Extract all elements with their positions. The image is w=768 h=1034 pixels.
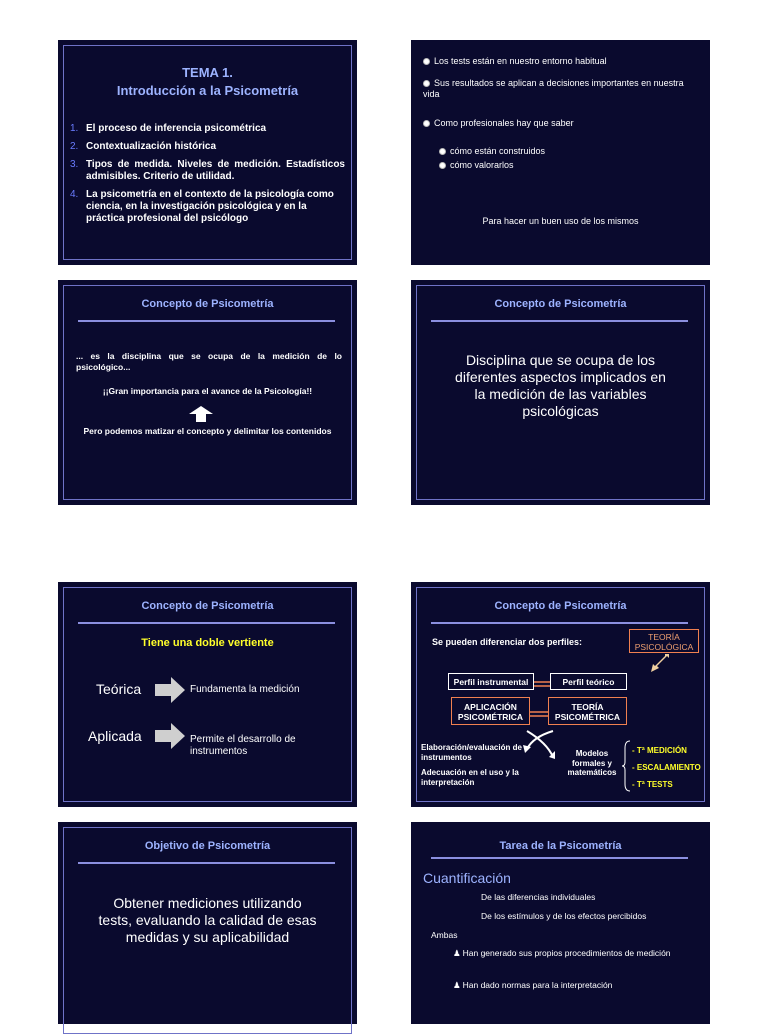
slide-title: Objetivo de Psicometría [144, 840, 271, 852]
title-rule [78, 862, 335, 864]
slide-3 [58, 280, 357, 505]
note-text: Pero podemos matizar el concepto y delimitar los contenidos [83, 426, 332, 436]
footer-text: Para hacer un buen uso de los mismos [482, 216, 639, 226]
slide-title: TEMA 1. Introducción a la Psicometría [116, 65, 299, 98]
perfil-instrumental-box: Perfil instrumental [448, 673, 534, 690]
heading: Cuantificación [423, 870, 511, 886]
slide-title: Concepto de Psicometría [494, 298, 627, 310]
topic-item: 2. Contextualización histórica [70, 141, 217, 152]
sub-item: ♟ Han dado normas para la interpretación [453, 980, 613, 990]
model-item: - ESCALAMIENTO [632, 763, 701, 772]
double-arrow-icon [534, 676, 550, 694]
topic-list [70, 123, 345, 225]
slide-title: Concepto de Psicometría [141, 298, 274, 310]
elaboracion-text: Elaboración/evaluación de instrumentos [421, 743, 522, 762]
line-text: De las diferencias individuales [481, 892, 596, 902]
title-rule [431, 320, 688, 322]
slide-5 [58, 582, 357, 807]
sub-item: ♟ Han generado sus propios procedimientos de medición [453, 948, 671, 958]
double-arrow-icon [530, 706, 548, 724]
sub-bullet-item: cómo valorarlos [439, 160, 514, 170]
right-arrow-icon [155, 677, 185, 708]
body-text: Disciplina que se ocupa de los diferentes aspectos implicados en la medición de las variables psicológicas [455, 352, 666, 419]
slide-2 [411, 40, 710, 265]
slide-title: Concepto de Psicometría [141, 600, 274, 612]
slide-4 [411, 280, 710, 505]
modelos-text: Modelos formales y matemáticos [567, 749, 617, 777]
title-rule [431, 857, 688, 859]
bullet-item: Los tests están en nuestro entorno habitual [423, 56, 607, 66]
ambas-text: Ambas [431, 930, 458, 940]
title-rule [78, 320, 335, 322]
topic-item: 3. Tipos de medida. Niveles de medición. Estadísticos admisibles. Criterio de utilidad. [70, 159, 345, 182]
row-label: Aplicada [88, 728, 142, 744]
aplicacion-box: APLICACIÓN PSICOMÉTRICA [451, 697, 530, 725]
perfil-teorico-box: Perfil teórico [550, 673, 627, 690]
intro-text: Se pueden diferenciar dos perfiles: [432, 637, 583, 647]
diagonal-arrow-icon [651, 654, 669, 677]
title-rule [431, 622, 688, 624]
line-text: De los estímulos y de los efectos percibidos [481, 911, 647, 921]
body-text: Obtener mediciones utilizando tests, evaluando la calidad de esas medidas y su aplicabilidad [98, 895, 317, 945]
slide-8 [411, 822, 710, 1024]
subtitle: Tiene una doble vertiente [141, 637, 274, 649]
bullet-item: Sus resultados se aplican a decisiones importantes en nuestra vida [423, 78, 693, 100]
up-arrow-icon [189, 406, 213, 427]
slide-title: Concepto de Psicometría [494, 600, 627, 612]
importance-text: ¡¡Gran importancia para el avance de la Psicología!! [102, 386, 313, 396]
topic-item: 1. El proceso de inferencia psicométrica [70, 123, 267, 134]
brace-icon [621, 740, 631, 797]
model-item: - Tª TESTS [632, 780, 673, 789]
title-rule [78, 622, 335, 624]
slide-6 [411, 582, 710, 807]
topic-item: 4. La psicometría en el contexto de la psicología como ciencia, en la investigación psicológica y en la práctica profesional del psicólogo [70, 189, 334, 224]
slide-1 [58, 40, 357, 265]
sub-bullet-item: cómo están construidos [439, 146, 545, 156]
model-item: - Tª MEDICIÓN [632, 746, 687, 755]
row-label: Teórica [96, 681, 142, 697]
row-desc: Permite el desarrollo de instrumentos [190, 734, 296, 757]
model-list [632, 742, 701, 793]
row-desc: Fundamenta la medición [190, 684, 300, 695]
pointer-icon: ♟ [453, 948, 461, 958]
teoria-psicometrica-box: TEORÍA PSICOMÉTRICA [548, 697, 627, 725]
slide-title: Tarea de la Psicometría [499, 840, 622, 852]
right-arrow-icon [155, 723, 185, 754]
teoria-psicologica-box: TEORÍA PSICOLÓGICA [629, 629, 699, 653]
adecuacion-text: Adecuación en el uso y la interpretación [421, 768, 519, 787]
definition-text: ... es la disciplina que se ocupa de la medición de lo psicológico... [76, 351, 342, 372]
slide-7 [58, 822, 357, 1024]
pointer-icon: ♟ [453, 980, 461, 990]
bullet-item: Como profesionales hay que saber [423, 118, 574, 128]
